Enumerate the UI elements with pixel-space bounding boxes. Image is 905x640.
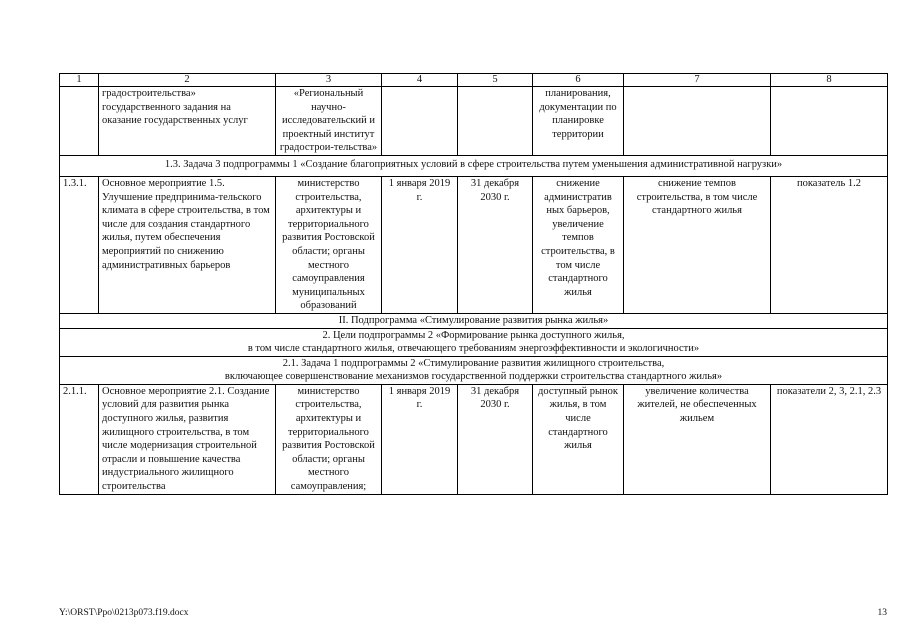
measure-cell: градостроительства» государственного задания на оказание государственных услуг — [99, 87, 276, 156]
measure-cell: Основное мероприятие 2.1. Создание условий для развития рынка доступного жилья, развития жилищного строительства, в том числе модернизация строительной отрасли и повышение качества индустриального жилищного строительства — [99, 384, 276, 494]
task-row — [60, 155, 888, 176]
row-number — [60, 87, 99, 156]
header-cell: 3 — [276, 74, 382, 87]
header-row — [60, 74, 888, 87]
executor-cell: «Региональный научно-исследовательский и проектный институт градострои-тельства» — [276, 87, 382, 156]
measure-cell: Основное мероприятие 1.5. Улучшение предпринима-тельского климата в сфере строительства, в том числе для создания стандартного жилья, путем обеспечения мероприятий по снижению административных барьеров — [99, 176, 276, 313]
consequence-cell: увеличение количества жителей, не обеспеченных жильем — [624, 384, 771, 494]
table-row — [60, 87, 888, 156]
indicator-cell: показатели 2, 3, 2.1, 2.3 — [771, 384, 888, 494]
subprogram-row — [60, 313, 888, 328]
start-cell: 1 января 2019 г. — [382, 384, 458, 494]
executor-cell: министерство строительства, архитектуры и территориального развития Ростовской области; органы местного самоуправления; — [276, 384, 382, 494]
measures-table — [59, 73, 888, 495]
indicator-cell: показатель 1.2 — [771, 176, 888, 313]
task-1-3-title: 1.3. Задача 3 подпрограммы 1 «Создание благоприятных условий в сфере строительства путем уменьшения административной нагрузки» — [60, 155, 888, 176]
header-cell: 5 — [458, 74, 533, 87]
indicator-cell — [771, 87, 888, 156]
table-row — [60, 176, 888, 313]
header-cell: 1 — [60, 74, 99, 87]
header-cell: 2 — [99, 74, 276, 87]
goals-line-2: в том числе стандартного жилья, отвечающего требованиям энергоэффективности и экологичности» — [247, 343, 700, 355]
executor-cell: министерство строительства, архитектуры и территориального развития Ростовской области; органы местного самоуправления муниципальных образований — [276, 176, 382, 313]
subprogram-2-title: II. Подпрограмма «Стимулирование развития рынка жилья» — [60, 313, 888, 328]
header-cell: 8 — [771, 74, 888, 87]
file-path: Y:\ORST\Ppo\0213p073.f19.docx — [59, 608, 189, 618]
page-number: 13 — [877, 608, 887, 618]
goals-line-1: 2. Цели подпрограммы 2 «Формирование рынка доступного жилья, — [322, 329, 625, 341]
consequence-cell: снижение темпов строительства, в том числе стандартного жилья — [624, 176, 771, 313]
task-row — [60, 356, 888, 384]
task-line-2: включающее совершенствование механизмов государственной поддержки строительства стандартного жилья» — [224, 371, 723, 383]
result-cell: доступный рынок жилья, в том числе стандартного жилья — [533, 384, 624, 494]
header-cell: 4 — [382, 74, 458, 87]
table-row — [60, 384, 888, 494]
start-cell — [382, 87, 458, 156]
goals-row — [60, 328, 888, 356]
result-cell: снижение административ ных барьеров, увеличение темпов строительства, в том числе стандартного жилья — [533, 176, 624, 313]
result-cell: планирования, документации по планировке территории — [533, 87, 624, 156]
header-cell: 6 — [533, 74, 624, 87]
end-cell: 31 декабря 2030 г. — [458, 384, 533, 494]
end-cell: 31 декабря 2030 г. — [458, 176, 533, 313]
task-line-1: 2.1. Задача 1 подпрограммы 2 «Стимулирование развития жилищного строительства, — [282, 357, 665, 369]
row-number: 1.3.1. — [60, 176, 99, 313]
row-number: 2.1.1. — [60, 384, 99, 494]
task-2-1-title — [60, 356, 888, 384]
start-cell: 1 января 2019 г. — [382, 176, 458, 313]
goals-2-title — [60, 328, 888, 356]
end-cell — [458, 87, 533, 156]
header-cell: 7 — [624, 74, 771, 87]
consequence-cell — [624, 87, 771, 156]
